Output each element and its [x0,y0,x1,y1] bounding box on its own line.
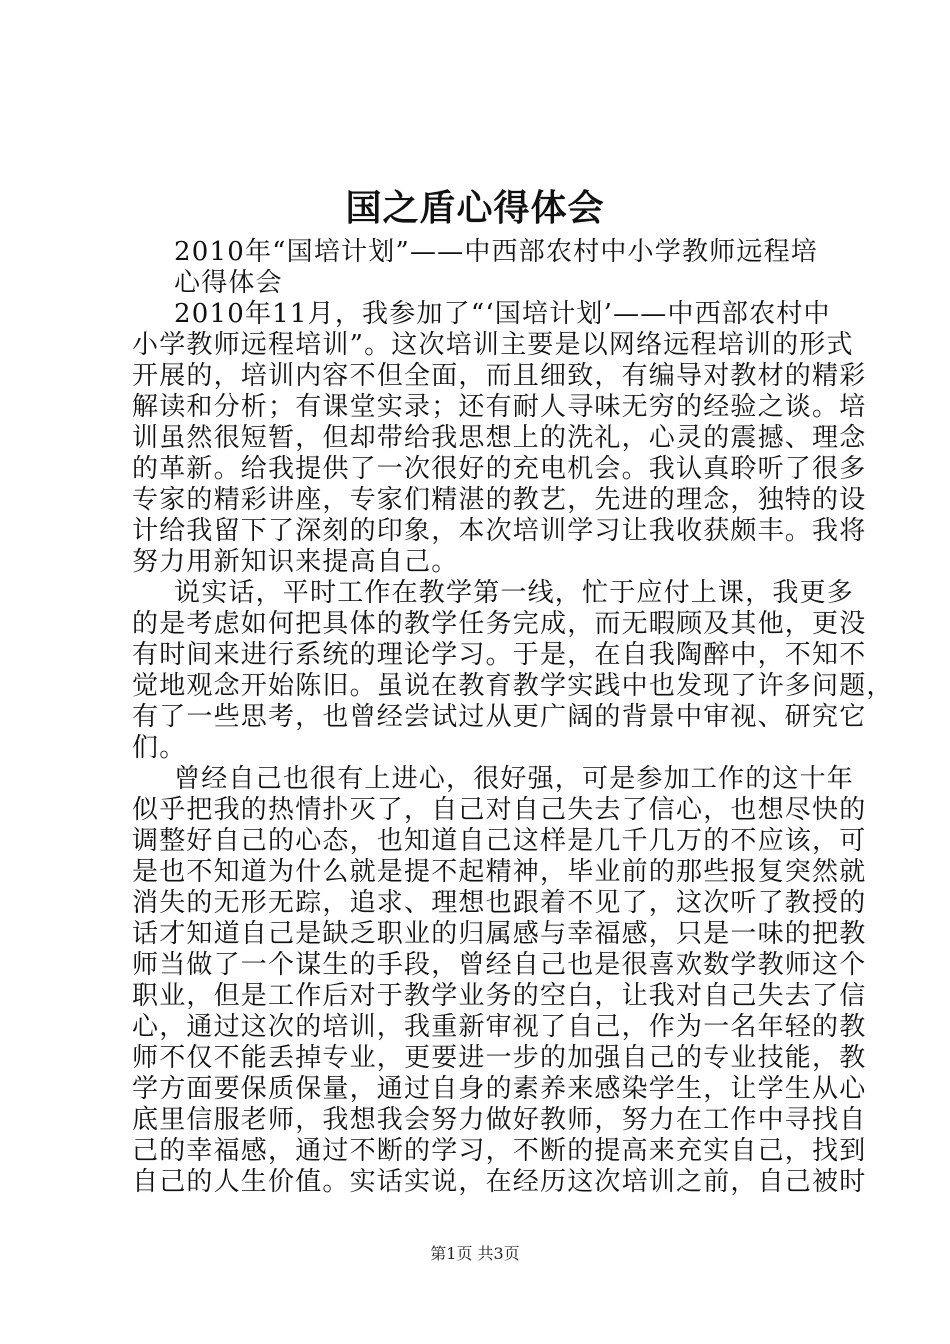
paragraph-line: 学方面要保质保量，通过自身的素养来感染学生，让学生从心 [132,1074,867,1104]
paragraph-line: 努力用新知识来提高自己。 [132,547,459,577]
paragraph-line: 师不仅不能丢掉专业，更要进一步的加强自己的专业技能，教 [132,1043,867,1073]
paragraph-line: 师当做了一个谋生的手段，曾经自己也是很喜欢数学教师这个 [132,950,867,980]
paragraph-line: 计给我留下了深刻的印象，本次培训学习让我收获颇丰。我将 [132,516,867,546]
paragraph-line: 的是考虑如何把具体的教学任务完成，而无暇顾及其他，更没 [132,609,867,639]
paragraph-line: 己的幸福感，通过不断的学习，不断的提高来充实自己，找到 [132,1136,867,1166]
paragraph-line: 觉地观念开始陈旧。虽说在教育教学实践中也发现了许多问题， [132,671,894,701]
paragraph-line: 专家的精彩讲座，专家们精湛的教艺，先进的理念，独特的设 [132,485,867,515]
paragraph-line: 开展的，培训内容不但全面，而且细致，有编导对教材的精彩 [132,361,867,391]
paragraph-line: 心，通过这次的培训，我重新审视了自己，作为一名年轻的教 [132,1012,867,1042]
paragraph-line: 有时间来进行系统的理论学习。于是，在自我陶醉中，不知不 [132,640,867,670]
paragraph-line: 似乎把我的热情扑灭了，自己对自己失去了信心，也想尽快的 [132,795,867,825]
paragraph-line: 2010年“国培计划”——中西部农村中小学教师远程培 [174,237,818,267]
paragraph-line: 话才知道自己是缺乏职业的归属感与幸福感，只是一味的把教 [132,919,867,949]
paragraph-line: 心得体会 [174,268,283,298]
paragraph-line: 2010年11月，我参加了“‘国培计划’——中西部农村中 [174,299,831,329]
paragraph-line: 们。 [132,733,187,763]
paragraph-line: 小学教师远程培训”。这次培训主要是以网络远程培训的形式 [132,330,854,360]
page-footer: 第1页 共3页 [430,1244,520,1263]
paragraph-line: 是也不知道为什么就是提不起精神，毕业前的那些报复突然就 [132,857,867,887]
paragraph-line: 调整好自己的心态，也知道自己这样是几千几万的不应该，可 [132,826,867,856]
paragraph-line: 底里信服老师，我想我会努力做好教师，努力在工作中寻找自 [132,1105,867,1135]
paragraph-line: 曾经自己也很有上进心，很好强，可是参加工作的这十年 [174,764,855,794]
paragraph-line: 有了一些思考，也曾经尝试过从更广阔的背景中审视、研究它 [132,702,867,732]
paragraph-line: 的革新。给我提供了一次很好的充电机会。我认真聆听了很多 [132,454,867,484]
paragraph-line: 职业，但是工作后对于教学业务的空白，让我对自己失去了信 [132,981,867,1011]
paragraph-line: 说实话，平时工作在教学第一线，忙于应付上课，我更多 [174,578,855,608]
paragraph-line: 解读和分析；有课堂实录；还有耐人寻味无穷的经验之谈。培 [132,392,867,422]
paragraph-line: 消失的无形无踪，追求、理想也跟着不见了，这次听了教授的 [132,888,867,918]
paragraph-line: 训虽然很短暂，但却带给我思想上的洗礼，心灵的震撼、理念 [132,423,867,453]
paragraph-line: 自己的人生价值。实话实说，在经历这次培训之前，自己被时 [132,1167,867,1197]
document-title: 国之盾心得体会 [345,187,605,229]
